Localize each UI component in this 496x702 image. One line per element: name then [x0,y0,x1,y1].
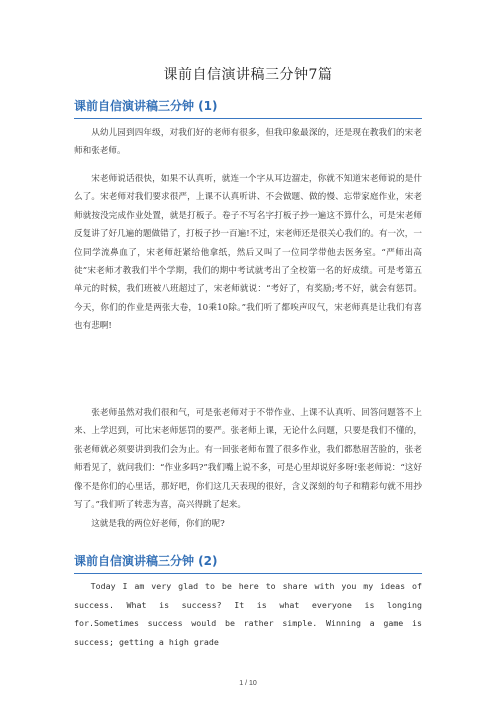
paragraph-1-2: 宋老师说话很快，如果不认真听，就连一个字从耳边溜走，你就不知道宋老师说的是什么了。宋老师对我们要求很严，上课不认真听讲、不会做题、做的慢、忘带家庭作业，宋老师就按没完成作业处置，就是打板子。卷子不写名字打板子抄一遍这不算什么，可是宋老师反复讲了好几遍的题做错了，打板子抄一百遍!不过，宋老师还是很关心我们的。有一次，一位同学流鼻血了，宋老师赶紧给他拿纸，然后又叫了一位同学带他去医务室。“严师出高徒”宋老师才教我们半个学期，我们的期中考试就考出了全校第一名的好成绩。可是考第五单元的时候，我们班被八班超过了，宋老师就说：“考好了，有奖励;考不好，就会有惩罚。今天，你们的作业是两张大卷，10乘10除。”我们听了都唉声叹气，宋老师真是让我们有喜也有悲啊! [74,174,422,332]
section-heading-2: 课前自信演讲稿三分钟 (2) [74,552,422,574]
paragraph-1-3: 张老师虽然对我们很和气，可是张老师对于不带作业、上课不认真听、回答问题答不上来、上学迟到，可比宋老师惩罚的要严。张老师上课，无论什么问题，只要是我们不懂的，张老师就必须要讲到我们会为止。有一回张老师布置了很多作业，我们都愁眉苦脸的，张老师看见了，就问我们：“作业多吗?”我们嘴上说不多，可是心里却说好多呀!张老师说：“这好像不是你们的心里话，那好吧，你们这几天表现的很好，含义深刻的句子和精彩句就不用抄写了。”我们听了转悲为喜，高兴得跳了起来。 [74,408,422,511]
paragraph-2-1: Today I am very glad to be here to share with you my ideas of success. What is success? It is what everyone is longing for.Sometimes success would be rather simple. Winning a game is success; getting a high grade [74,581,422,647]
paragraph-1-1: 从幼儿园到四年级，对我们好的老师有很多，但我印象最深的，还是现在教我们的宋老师和张老师。 [74,128,422,157]
paragraph-1-4: 这就是我的两位好老师，你们的呢? [91,519,225,529]
document-title: 课前自信演讲稿三分钟7篇 [163,67,333,83]
page-number: 1 / 10 [239,680,257,687]
section-heading-1: 课前自信演讲稿三分钟 (1) [74,97,422,119]
